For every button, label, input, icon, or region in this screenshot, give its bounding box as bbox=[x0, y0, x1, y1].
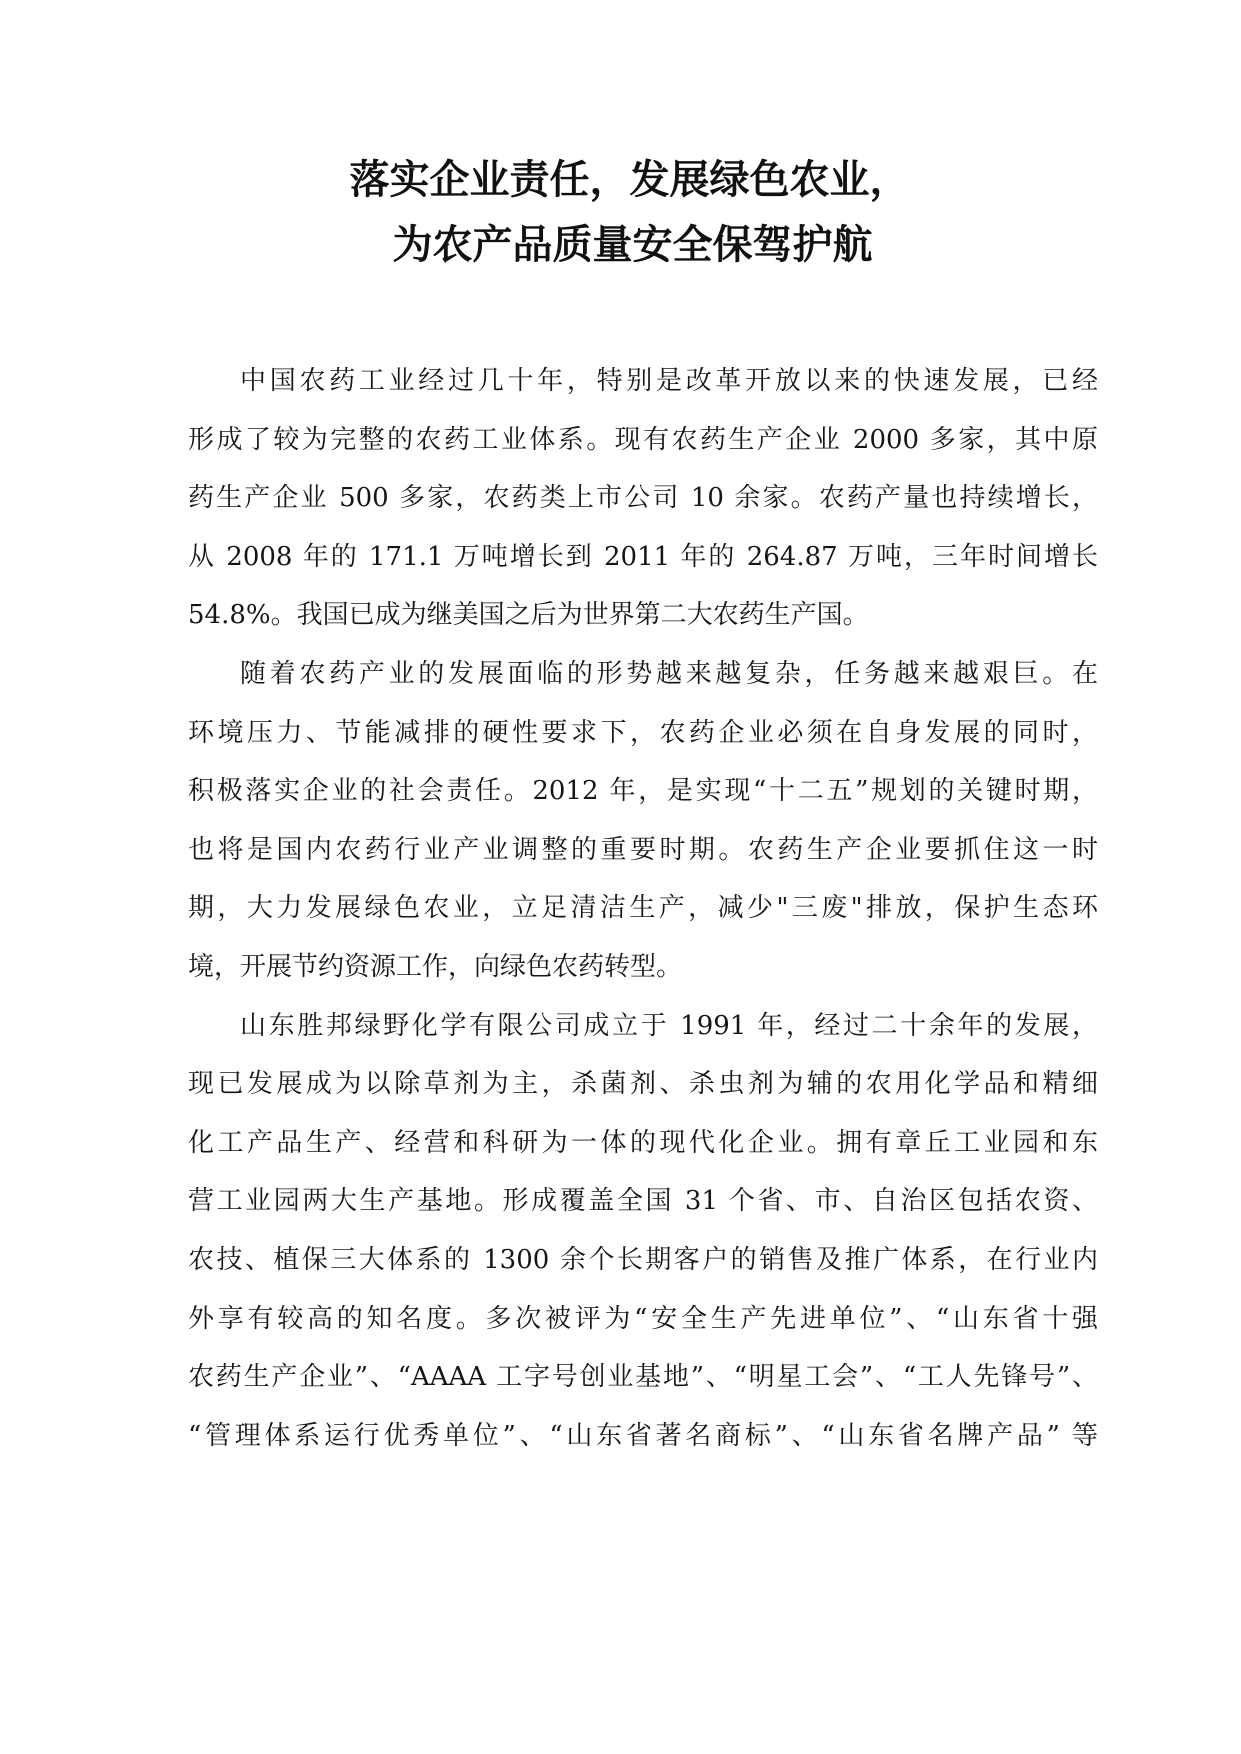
paragraph-line: 药生产企业 500 多家，农药类上市公司 10 余家。农药产量也持续增长， bbox=[188, 483, 1098, 514]
paragraph-line: 从 2008 年的 171.1 万吨增长到 2011 年的 264.87 万吨，三年时间增长 bbox=[188, 541, 1098, 572]
paragraph-line: 也将是国内农药行业产业调整的重要时期。农药生产企业要抓住这一时 bbox=[188, 834, 1098, 865]
paragraph-line: 随着农药产业的发展面临的形势越来越复杂，任务越来越艰巨。在 bbox=[240, 658, 1098, 689]
paragraph-line: 形成了较为完整的农药工业体系。现有农药生产企业 2000 多家，其中原 bbox=[188, 424, 1098, 455]
paragraph-line: 积极落实企业的社会责任。2012 年，是实现“十二五”规划的关键时期， bbox=[188, 776, 1098, 807]
paragraph-line: 境，开展节约资源工作，向绿色农药转型。 bbox=[188, 951, 683, 982]
title-line-2: 为农产品质量安全保驾护航 bbox=[392, 222, 873, 268]
paragraph-3 bbox=[188, 997, 1098, 1466]
paragraph-line: “管理体系运行优秀单位”、“山东省著名商标”、“山东省名牌产品” 等 bbox=[188, 1420, 1098, 1451]
paragraph-line: 山东胜邦绿野化学有限公司成立于 1991 年，经过二十余年的发展， bbox=[240, 1010, 1098, 1041]
paragraph-line: 环境压力、节能减排的硬性要求下，农药企业必须在自身发展的同时， bbox=[188, 717, 1098, 748]
document-title bbox=[0, 148, 1241, 278]
paragraph-line: 中国农药工业经过几十年，特别是改革开放以来的快速发展，已经 bbox=[240, 366, 1098, 396]
paragraph-1 bbox=[188, 352, 1098, 645]
paragraph-line: 外享有较高的知名度。多次被评为“安全生产先进单位”、“山东省十强 bbox=[188, 1303, 1098, 1334]
document-body bbox=[188, 352, 1098, 1465]
paragraph-line: 农技、植保三大体系的 1300 余个长期客户的销售及推广体系，在行业内 bbox=[188, 1244, 1098, 1275]
paragraph-line: 化工产品生产、经营和科研为一体的现代化企业。拥有章丘工业园和东 bbox=[188, 1127, 1098, 1158]
paragraph-2 bbox=[188, 645, 1098, 997]
paragraph-line: 现已发展成为以除草剂为主，杀菌剂、杀虫剂为辅的农用化学品和精细 bbox=[188, 1069, 1098, 1100]
title-line-1: 落实企业责任，发展绿色农业， bbox=[349, 157, 910, 203]
paragraph-line: 54.8%。我国已成为继美国之后为世界第二大农药生产国。 bbox=[188, 600, 869, 631]
paragraph-line: 农药生产企业”、“AAAA 工字号创业基地”、“明星工会”、“工人先锋号”、 bbox=[188, 1362, 1098, 1393]
paragraph-line: 期，大力发展绿色农业，立足清洁生产，减少"三废"排放，保护生态环 bbox=[188, 893, 1098, 924]
paragraph-line: 营工业园两大生产基地。形成覆盖全国 31 个省、市、自治区包括农资、 bbox=[188, 1186, 1098, 1217]
